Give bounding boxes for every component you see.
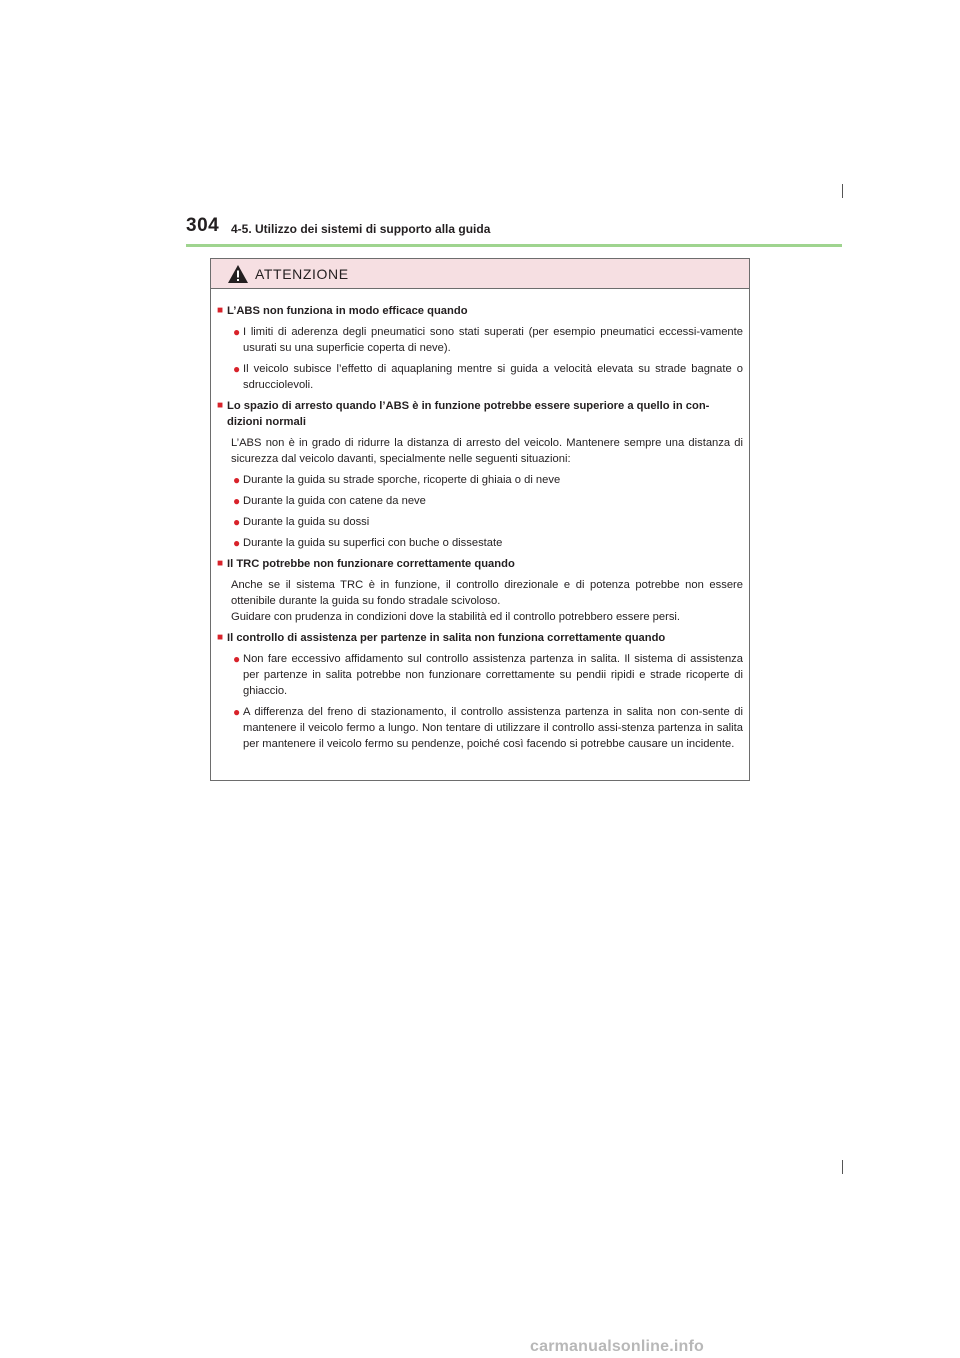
circle-bullet-icon: ● — [233, 494, 241, 508]
bullet-item: ● I limiti di aderenza degli pneumatici sono stati superati (per esempio pneumatici eccessi-vamente usurati su una superficie coperta di neve). — [233, 325, 743, 354]
square-bullet-icon: ■ — [217, 558, 224, 569]
warning-paragraph: Anche se il sistema TRC è in funzione, il controllo direzionale e di potenza potrebbe non essere ottenibile durante la guida su fondo stradale scivoloso. — [231, 579, 743, 607]
bullet-item: ● Durante la guida su dossi — [233, 515, 370, 529]
warning-paragraph: L’ABS non è in grado di ridurre la distanza di arresto del veicolo. Mantenere sempre una distanza di sicurezza dal veicolo davanti, specialmente nelle seguenti situazioni: — [231, 437, 743, 465]
circle-bullet-icon: ● — [233, 652, 241, 666]
warning-title: ATTENZIONE — [255, 265, 349, 282]
bullet-item: ● Durante la guida su strade sporche, ricoperte di ghiaia o di neve — [233, 473, 561, 487]
section-title: 4-5. Utilizzo dei sistemi di supporto alla guida — [231, 222, 491, 236]
crop-mark-top-right — [842, 184, 843, 198]
warning-paragraph: Guidare con prudenza in condizioni dove la stabilità ed il controllo potrebbero essere persi. — [231, 611, 681, 623]
circle-bullet-icon: ● — [233, 362, 241, 376]
warning-section-heading: ■ Lo spazio di arresto quando l’ABS è in funzione potrebbe essere superiore a quello in con-dizioni normali — [217, 400, 710, 428]
circle-bullet-icon: ● — [233, 536, 241, 550]
circle-bullet-icon: ● — [233, 705, 241, 719]
circle-bullet-icon: ● — [233, 515, 241, 529]
bullet-item: ● A differenza del freno di stazionamento, il controllo assistenza partenza in salita non con-sente di mantenere il veicolo fermo a lungo. Non tentare di utilizzare il controllo assi-stenza partenza in salita per mantenere il veicolo fermo su pendenze, poiché così facendo si potrebbe causare un incidente. — [233, 705, 743, 750]
warning-box — [210, 258, 750, 781]
warning-body — [211, 289, 749, 752]
circle-bullet-icon: ● — [233, 325, 241, 339]
square-bullet-icon: ■ — [217, 305, 224, 316]
bullet-item: ● Non fare eccessivo affidamento sul controllo assistenza partenza in salita. Il sistema di assistenza per partenze in salita potrebbe non funzionare correttamente su pendii ripidi e strade ricoperte di ghiaccio. — [233, 652, 743, 697]
warning-section-heading: ■ Il controllo di assistenza per partenze in salita non funziona correttamente quando — [217, 632, 666, 644]
warning-section-heading: ■ Il TRC potrebbe non funzionare correttamente quando — [217, 558, 515, 570]
header-rule — [186, 244, 842, 247]
bullet-item: ● Il veicolo subisce l’effetto di aquaplaning mentre si guida a velocità elevata su strade bagnate o sdrucciolevoli. — [233, 362, 743, 391]
bullet-item: ● Durante la guida con catene da neve — [233, 494, 426, 508]
square-bullet-icon: ■ — [217, 400, 224, 411]
watermark: carmanualsonline.info — [530, 1338, 705, 1355]
warning-header — [211, 259, 749, 289]
bullet-item: ● Durante la guida su superfici con buche o dissestate — [233, 536, 503, 550]
circle-bullet-icon: ● — [233, 473, 241, 487]
warning-triangle-icon — [227, 264, 249, 284]
crop-mark-bottom-right — [842, 1160, 843, 1174]
page-number: 304 — [186, 215, 220, 236]
square-bullet-icon: ■ — [217, 632, 224, 643]
warning-section-heading: ■ L’ABS non funziona in modo efficace quando — [217, 305, 468, 317]
